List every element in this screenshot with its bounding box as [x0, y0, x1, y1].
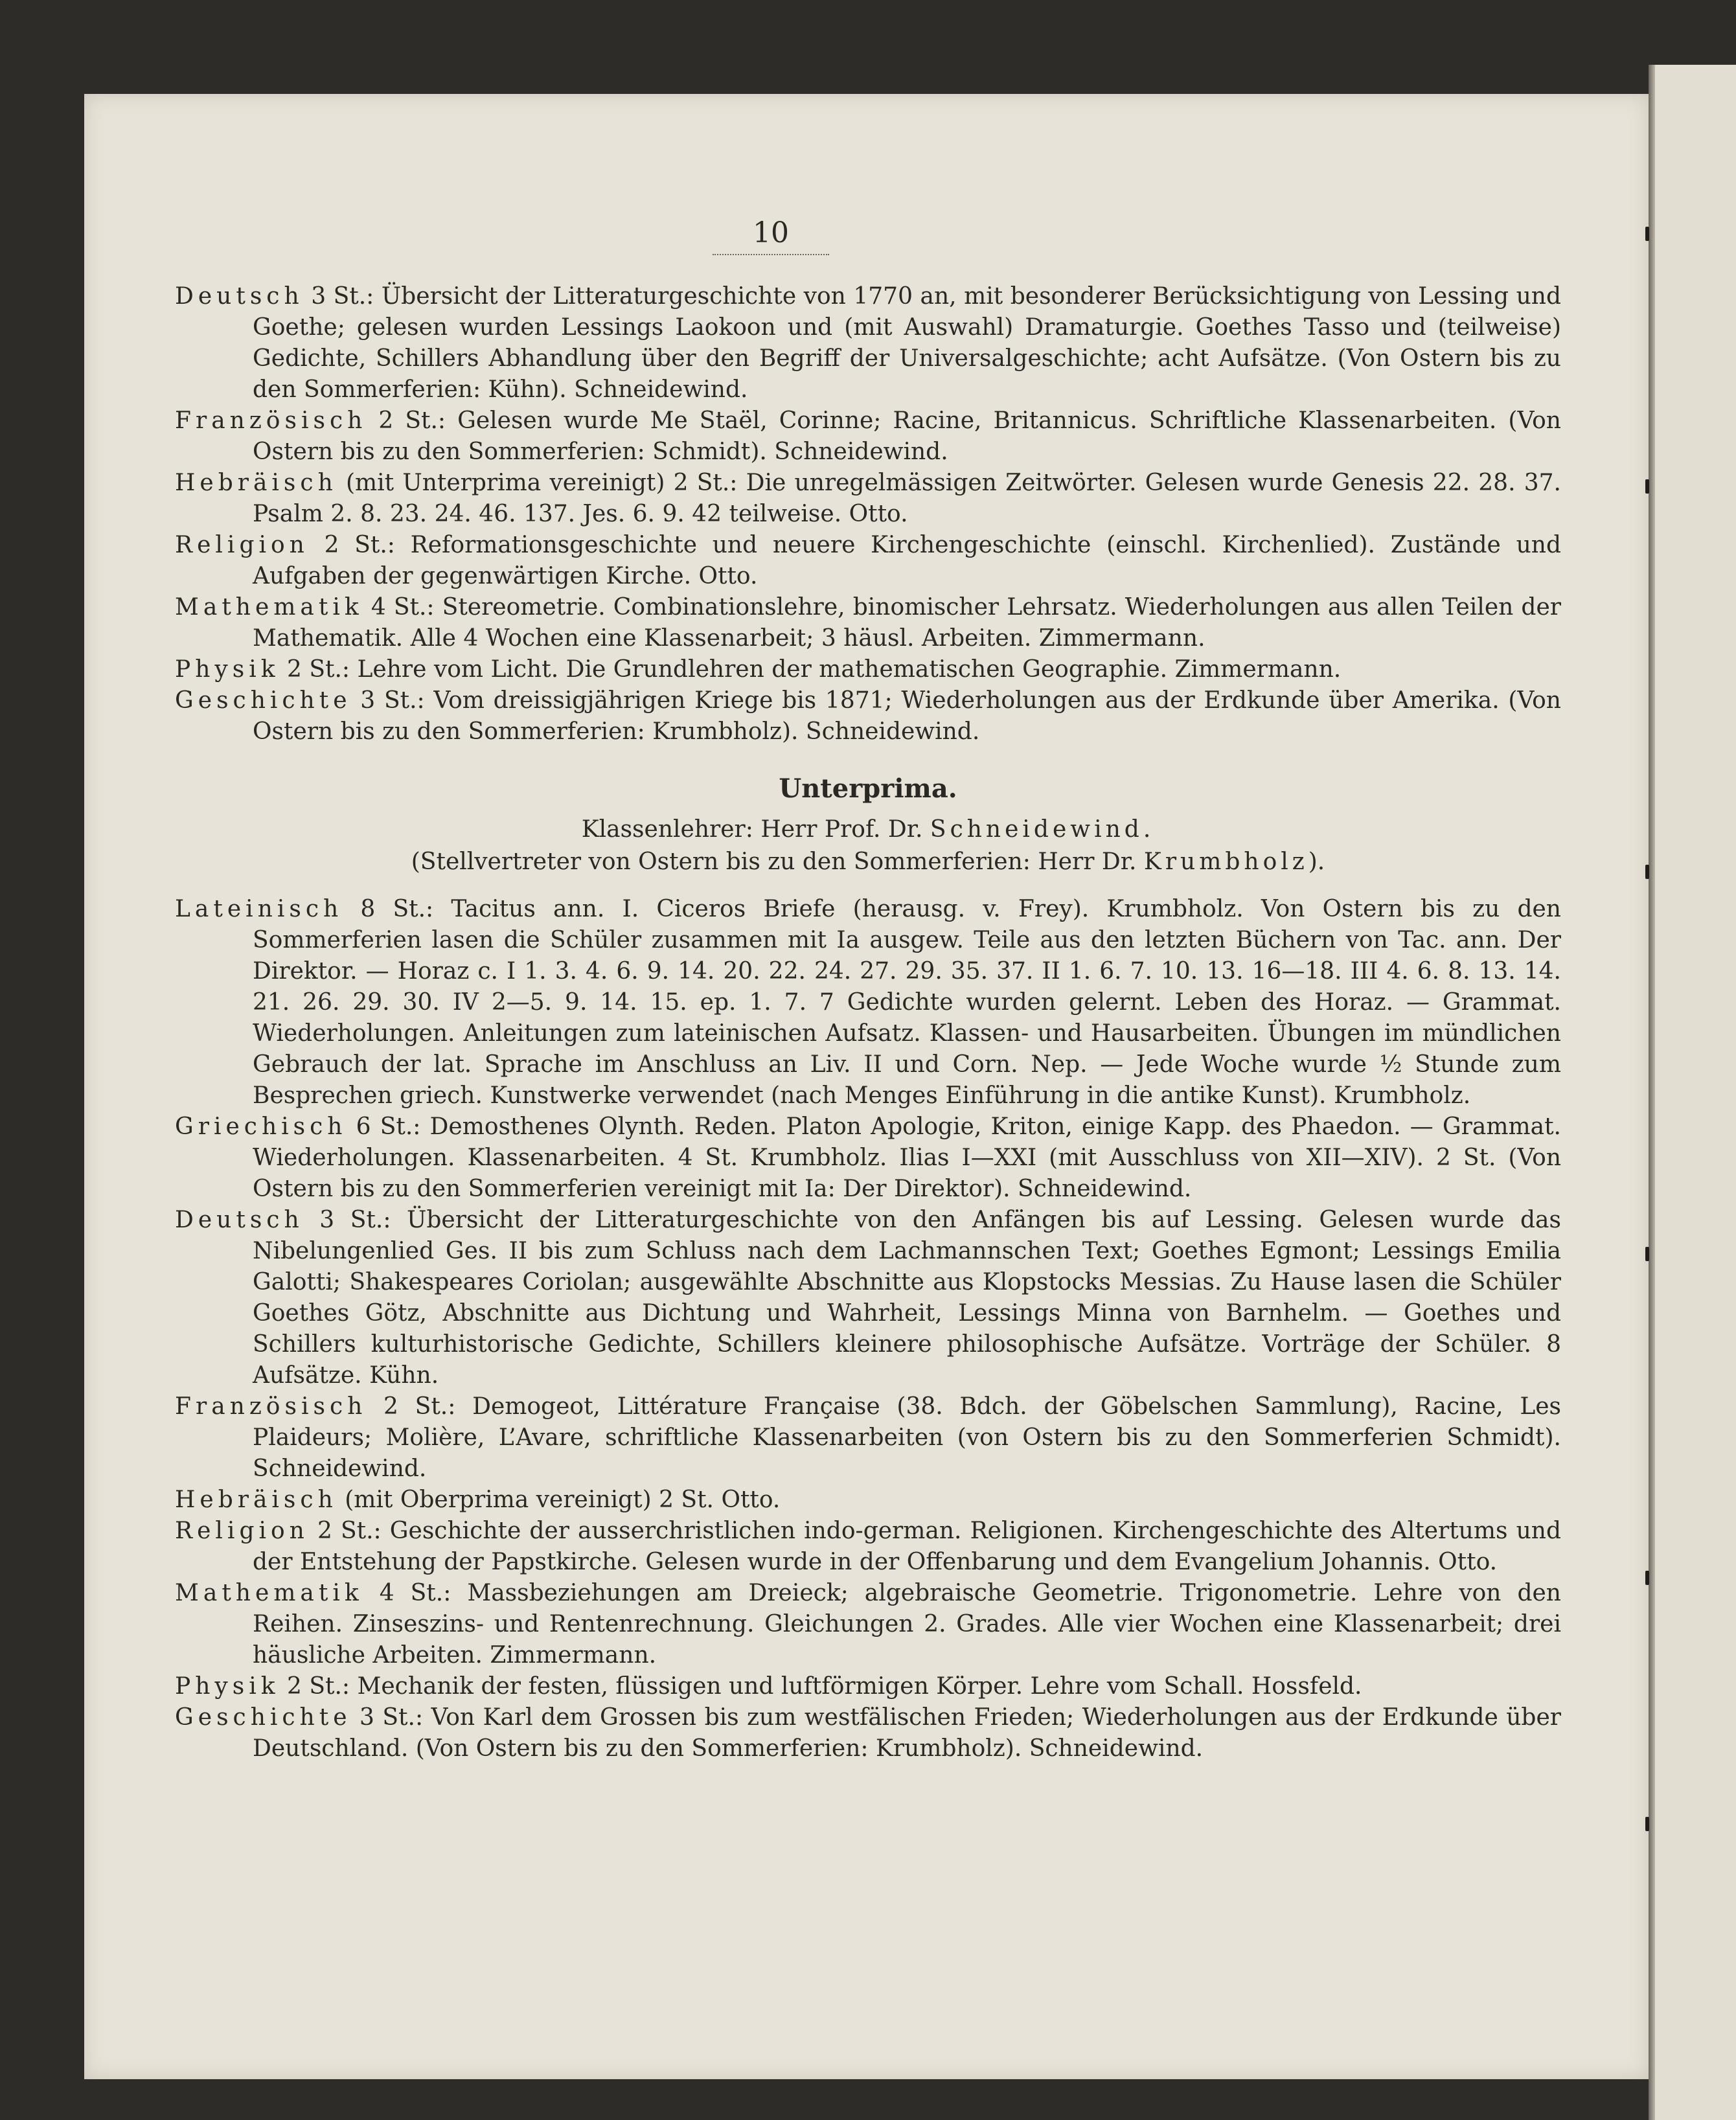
- subject-name: Hebräisch: [175, 1487, 337, 1513]
- stellvertreter-prefix: (Stellvertreter von Ostern bis zu den Sommerferien: Herr Dr.: [411, 849, 1144, 875]
- subject-text: 3 St.: Von Karl dem Grossen bis zum westfälischen Frieden; Wiederholungen aus der Erdkunde über Deutschland. (Von Ostern bis zu den Sommerferien: Krumbholz). Schneidewind.: [253, 1704, 1561, 1762]
- subject-name: Französisch: [175, 407, 367, 434]
- page-number-text: 10: [753, 216, 789, 249]
- subject-entry: [175, 281, 1561, 405]
- subject-text: 2 St.: Lehre vom Licht. Die Grundlehren der mathematischen Geographie. Zimmermann.: [287, 656, 1342, 683]
- page-content: [175, 214, 1561, 1764]
- subject-text: 2 St.: Geschichte der ausserchristlichen indo-german. Religionen. Kirchengeschichte des Altertums und der Entstehung der Papstkirche. Gelesen wurde in der Offenbarung und dem Evangelium Johannis. Otto.: [253, 1518, 1561, 1575]
- binding-mark: [1645, 227, 1649, 241]
- subject-name: Deutsch: [175, 1207, 304, 1233]
- subject-name: Religion: [175, 1518, 309, 1544]
- subject-entry: [175, 1702, 1561, 1764]
- facing-page-edge: [1655, 65, 1736, 2120]
- section-title: Unterprima.: [779, 773, 957, 804]
- subject-entry: [175, 894, 1561, 1111]
- subject-text: 3 St.: Übersicht der Litteraturgeschichte von den Anfängen bis auf Lessing. Gelesen wurde das Nibelungenlied Ges. II bis zum Schluss nach dem Lachmannschen Text; Goethes Egmont; Lessings Emilia Galotti; Shakespeares Coriolan; ausgewählte Abschnitte aus Klopstocks Messias. Zu Hause lasen die Schüler Goethes Götz, Abschnitte aus Dichtung und Wahrheit, Lessings Minna von Barnhelm. — Goethes und Schillers kulturhistorische Gedichte, Schillers kleinere philosophische Aufsätze. Vorträge der Schüler. 8 Aufsätze. Kühn.: [253, 1207, 1561, 1389]
- subject-text: 8 St.: Tacitus ann. I. Ciceros Briefe (herausg. v. Frey). Krumbholz. Von Ostern bis zu den Sommerferien lasen die Schüler zusammen mit Ia ausgew. Teile aus den letzten Büchern von Tac. ann. Der Direktor. — Horaz c. I 1. 3. 4. 6. 9. 14. 20. 22. 24. 27. 29. 35. 37. II 1. 6. 7. 10. 13. 16—18. III 4. 6. 8. 13. 14. 21. 26. 29. 30. IV 2—5. 9. 14. 15. ep. 1. 7. 7 Gedichte wurden gelernt. Leben des Horaz. — Grammat. Wiederholungen. Anleitungen zum lateinischen Aufsatz. Klassen- und Hausarbeiten. Übungen im mündlichen Gebrauch der lat. Sprache im Anschluss an Liv. II und Corn. Nep. — Jede Woche wurde ½ Stunde zum Besprechen griech. Kunstwerke verwendet (nach Menges Einführung in die antike Kunst). Krumbholz.: [253, 896, 1561, 1109]
- oberprima-section: [175, 281, 1561, 747]
- subject-text: 2 St.: Gelesen wurde Me Staël, Corinne; Racine, Britannicus. Schriftliche Klassenarbeiten. (Von Ostern bis zu den Sommerferien: Schmidt). Schneidewind.: [253, 407, 1561, 465]
- subject-entry: [175, 468, 1561, 530]
- subject-entry: [175, 405, 1561, 468]
- subject-name: Physik: [175, 1673, 280, 1700]
- binding-mark: [1645, 1247, 1649, 1261]
- stellvertreter-line: [175, 846, 1561, 878]
- subject-entry: [175, 1516, 1561, 1578]
- subject-text: (mit Oberprima vereinigt) 2 St. Otto.: [345, 1487, 781, 1513]
- binding-mark: [1645, 479, 1649, 494]
- subject-text: 2 St.: Mechanik der festen, flüssigen und luftförmigen Körper. Lehre vom Schall. Hossfeld.: [287, 1673, 1362, 1700]
- subject-text: 3 St.: Übersicht der Litteraturgeschichte von 1770 an, mit besonderer Berücksichtigung von Lessing und Goethe; gelesen wurden Lessings Laokoon und (mit Auswahl) Dramaturgie. Goethes Tasso und (teilweise) Gedichte, Schillers Abhandlung über den Begriff der Universalgeschichte; acht Aufsätze. (Von Ostern bis zu den Sommerferien: Kühn). Schneidewind.: [253, 283, 1561, 403]
- subject-name: Deutsch: [175, 283, 304, 310]
- subject-entry: [175, 1485, 1561, 1516]
- subject-text: 6 St.: Demosthenes Olynth. Reden. Platon Apologie, Kriton, einige Kapp. des Phaedon. — Grammat. Wiederholungen. Klassenarbeiten. 4 St. Krumbholz. Ilias I—XXI (mit Ausschluss von XII—XIV). 2 St. (Von Ostern bis zu den Sommerferien vereinigt mit Ia: Der Direktor). Schneidewind.: [253, 1113, 1561, 1202]
- subject-text: 2 St.: Reformationsgeschichte und neuere Kirchengeschichte (einschl. Kirchenlied). Zustände und Aufgaben der gegenwärtigen Kirche. Otto.: [253, 532, 1561, 589]
- spacer: [175, 878, 1561, 894]
- subject-text: 2 St.: Demogeot, Littérature Française (38. Bdch. der Göbelschen Sammlung), Racine, Les Plaideurs; Molière, L’Avare, schriftliche Klassenarbeiten (von Ostern bis zu den Sommerferien Schmidt). Schneidewind.: [253, 1393, 1562, 1482]
- subject-name: Lateinisch: [175, 896, 343, 922]
- subject-name: Mathematik: [175, 1580, 363, 1606]
- subject-name: Geschichte: [175, 1704, 352, 1731]
- book-gutter: [1649, 65, 1655, 2120]
- subject-entry: [175, 1111, 1561, 1205]
- unterprima-section: [175, 894, 1561, 1764]
- subject-text: (mit Unterprima vereinigt) 2 St.: Die unregelmässigen Zeitwörter. Gelesen wurde Genesis 22. 28. 37. Psalm 2. 8. 23. 24. 46. 137. Jes. 6. 9. 42 teilweise. Otto.: [253, 470, 1561, 527]
- subject-name: Mathematik: [175, 594, 363, 621]
- subject-text: 3 St.: Vom dreissigjährigen Kriege bis 1871; Wiederholungen aus der Erdkunde über Amerika. (Von Ostern bis zu den Sommerferien: Krumbholz). Schneidewind.: [253, 687, 1561, 745]
- binding-mark: [1645, 1571, 1649, 1585]
- subject-name: Geschichte: [175, 687, 352, 714]
- klassenlehrer-prefix: Klassenlehrer: Herr Prof. Dr.: [581, 816, 930, 843]
- subject-entry: [175, 685, 1561, 747]
- binding-mark: [1645, 1817, 1649, 1831]
- subject-name: Physik: [175, 656, 280, 683]
- subject-name: Griechisch: [175, 1113, 347, 1140]
- page-number: [0, 214, 1561, 262]
- subject-entry: [175, 592, 1561, 654]
- subject-entry: [175, 530, 1561, 592]
- subject-entry: [175, 1671, 1561, 1702]
- subject-name: Religion: [175, 532, 309, 558]
- subject-text: 4 St.: Massbeziehungen am Dreieck; algebraische Geometrie. Trigonometrie. Lehre von den Reihen. Zinseszins- und Rentenrechnung. Gleichungen 2. Grades. Alle vier Wochen eine Klassenarbeit; drei häusliche Arbeiten. Zimmermann.: [253, 1580, 1561, 1669]
- subject-entry: [175, 1578, 1561, 1671]
- stellvertreter-suffix: ).: [1308, 849, 1325, 875]
- subject-name: Französisch: [175, 1393, 367, 1420]
- binding-mark: [1645, 865, 1649, 879]
- klassenlehrer-name: Schneidewind.: [930, 816, 1155, 843]
- subject-entry: [175, 1391, 1561, 1485]
- subject-entry: [175, 1205, 1561, 1391]
- subject-entry: [175, 654, 1561, 685]
- page-number-ornament: [713, 254, 829, 262]
- subject-name: Hebräisch: [175, 470, 337, 496]
- stellvertreter-name: Krumbholz: [1143, 849, 1308, 875]
- klassenlehrer-line: [175, 814, 1561, 846]
- subject-text: 4 St.: Stereometrie. Combinationslehre, binomischer Lehrsatz. Wiederholungen aus allen Teilen der Mathematik. Alle 4 Wochen eine Klassenarbeit; 3 häusl. Arbeiten. Zimmermann.: [253, 594, 1561, 652]
